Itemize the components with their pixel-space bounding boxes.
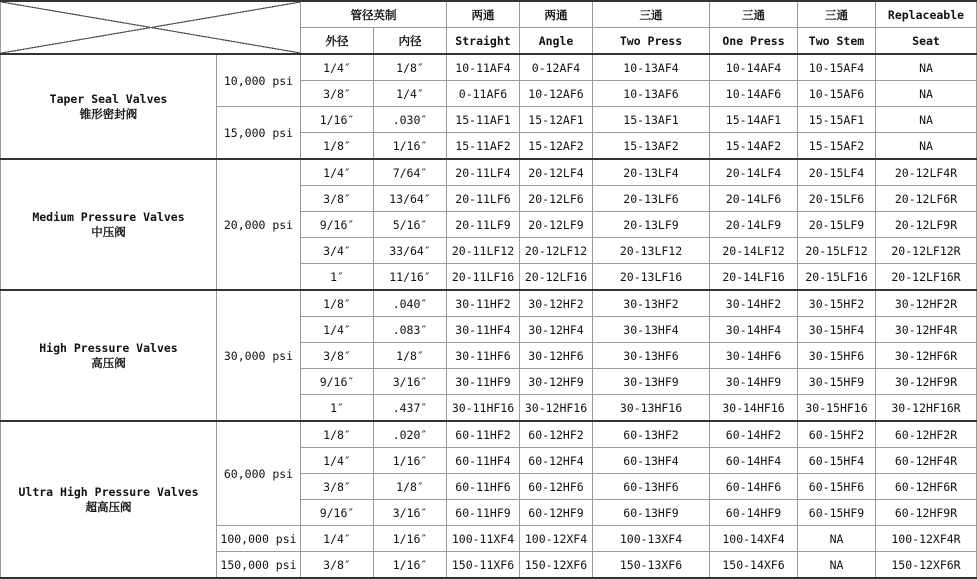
cell-angle: 10-12AF6	[520, 81, 593, 107]
cell-od: 1″	[301, 264, 374, 291]
cell-two-press: 30-13HF4	[593, 317, 710, 343]
cell-angle: 20-12LF9	[520, 212, 593, 238]
header-seat: Seat	[876, 28, 977, 55]
cell-angle: 30-12HF2	[520, 290, 593, 317]
cell-id: 1/4″	[374, 81, 447, 107]
header-two-stem: Two Stem	[798, 28, 876, 55]
cell-angle: 30-12HF4	[520, 317, 593, 343]
cell-two-stem: 60-15HF4	[798, 448, 876, 474]
cell-two-press: 20-13LF12	[593, 238, 710, 264]
cell-straight: 30-11HF4	[447, 317, 520, 343]
header-od: 外径	[301, 28, 374, 55]
table-row	[1, 159, 977, 186]
cell-id: 1/8″	[374, 474, 447, 500]
valve-group-name-en: High Pressure Valves	[39, 340, 178, 355]
header-three-way-b: 三通	[710, 1, 798, 28]
cell-angle: 60-12HF9	[520, 500, 593, 526]
header-two-way-angle: 两通	[520, 1, 593, 28]
cell-one-press: 20-14LF4	[710, 159, 798, 186]
pressure-rating-cell: 30,000 psi	[217, 290, 301, 421]
pressure-rating-cell: 20,000 psi	[217, 159, 301, 290]
cell-one-press: 60-14HF9	[710, 500, 798, 526]
cell-od: 1/4″	[301, 54, 374, 81]
valve-group-name-zh: 中压阀	[91, 224, 126, 239]
header-row-1	[1, 1, 977, 28]
cell-id: 7/64″	[374, 159, 447, 186]
cell-angle: 0-12AF4	[520, 54, 593, 81]
cell-angle: 20-12LF6	[520, 186, 593, 212]
cell-one-press: 30-14HF9	[710, 369, 798, 395]
cell-one-press: 20-14LF12	[710, 238, 798, 264]
table-row	[1, 290, 977, 317]
cell-seat: 20-12LF12R	[876, 238, 977, 264]
cell-id: 1/8″	[374, 343, 447, 369]
header-angle: Angle	[520, 28, 593, 55]
header-two-press: Two Press	[593, 28, 710, 55]
cell-seat: NA	[876, 107, 977, 133]
cell-two-press: 20-13LF6	[593, 186, 710, 212]
cell-one-press: 20-14LF16	[710, 264, 798, 291]
cell-two-stem: 20-15LF16	[798, 264, 876, 291]
cell-one-press: 30-14HF2	[710, 290, 798, 317]
cell-one-press: 15-14AF2	[710, 133, 798, 160]
cell-seat: 20-12LF16R	[876, 264, 977, 291]
header-three-way-c: 三通	[798, 1, 876, 28]
cell-od: 1/8″	[301, 133, 374, 160]
header-one-press: One Press	[710, 28, 798, 55]
cell-two-press: 60-13HF9	[593, 500, 710, 526]
cell-od: 3/8″	[301, 474, 374, 500]
cell-two-press: 20-13LF16	[593, 264, 710, 291]
cell-id: 1/8″	[374, 54, 447, 81]
cell-od: 3/8″	[301, 186, 374, 212]
header-two-way: 两通	[447, 1, 520, 28]
valve-group-cell	[1, 54, 217, 159]
header-id: 内径	[374, 28, 447, 55]
cell-angle: 100-12XF4	[520, 526, 593, 552]
cell-one-press: 10-14AF6	[710, 81, 798, 107]
cell-one-press: 10-14AF4	[710, 54, 798, 81]
cell-seat: 30-12HF2R	[876, 290, 977, 317]
cell-one-press: 60-14HF6	[710, 474, 798, 500]
cell-two-press: 60-13HF2	[593, 421, 710, 448]
cell-seat: 30-12HF16R	[876, 395, 977, 422]
cell-one-press: 30-14HF4	[710, 317, 798, 343]
cell-straight: 20-11LF16	[447, 264, 520, 291]
valve-group-cell	[1, 421, 217, 578]
cell-one-press: 30-14HF6	[710, 343, 798, 369]
cell-one-press: 60-14HF2	[710, 421, 798, 448]
cell-id: 3/16″	[374, 500, 447, 526]
table-body	[1, 54, 977, 578]
cell-id: 13/64″	[374, 186, 447, 212]
cell-two-stem: 30-15HF2	[798, 290, 876, 317]
cell-seat: 30-12HF4R	[876, 317, 977, 343]
cell-two-stem: NA	[798, 552, 876, 579]
cell-two-press: 60-13HF6	[593, 474, 710, 500]
valve-group-name-zh: 高压阀	[91, 355, 126, 370]
cell-straight: 20-11LF12	[447, 238, 520, 264]
table-row	[1, 54, 977, 81]
cell-straight: 10-11AF4	[447, 54, 520, 81]
cell-straight: 0-11AF6	[447, 81, 520, 107]
cell-angle: 20-12LF4	[520, 159, 593, 186]
cell-angle: 150-12XF6	[520, 552, 593, 579]
cell-two-press: 10-13AF4	[593, 54, 710, 81]
cell-seat: NA	[876, 81, 977, 107]
cell-id: 1/16″	[374, 448, 447, 474]
cell-two-stem: 30-15HF9	[798, 369, 876, 395]
pressure-rating-cell: 100,000 psi	[217, 526, 301, 552]
cell-od: 1″	[301, 395, 374, 422]
cell-od: 3/4″	[301, 238, 374, 264]
cell-two-stem: 20-15LF6	[798, 186, 876, 212]
cell-two-press: 100-13XF4	[593, 526, 710, 552]
cell-straight: 150-11XF6	[447, 552, 520, 579]
cell-seat: 60-12HF4R	[876, 448, 977, 474]
cell-angle: 20-12LF16	[520, 264, 593, 291]
cell-two-stem: 60-15HF9	[798, 500, 876, 526]
cell-straight: 60-11HF9	[447, 500, 520, 526]
cell-two-stem: 20-15LF12	[798, 238, 876, 264]
cell-two-press: 15-13AF1	[593, 107, 710, 133]
cell-od: 3/8″	[301, 343, 374, 369]
cell-two-press: 30-13HF9	[593, 369, 710, 395]
cell-straight: 20-11LF6	[447, 186, 520, 212]
cell-od: 1/4″	[301, 317, 374, 343]
cell-one-press: 30-14HF16	[710, 395, 798, 422]
cell-angle: 15-12AF2	[520, 133, 593, 160]
valve-group-name-zh: 锥形密封阀	[79, 106, 138, 121]
valve-group-name-en: Medium Pressure Valves	[32, 209, 185, 224]
cell-id: 3/16″	[374, 369, 447, 395]
cell-angle: 30-12HF6	[520, 343, 593, 369]
cell-angle: 60-12HF2	[520, 421, 593, 448]
cell-straight: 20-11LF4	[447, 159, 520, 186]
cell-id: 33/64″	[374, 238, 447, 264]
cell-id: .020″	[374, 421, 447, 448]
valve-group-name-en: Ultra High Pressure Valves	[18, 484, 199, 499]
cell-seat: 20-12LF4R	[876, 159, 977, 186]
cell-angle: 30-12HF9	[520, 369, 593, 395]
cell-two-press: 20-13LF9	[593, 212, 710, 238]
pressure-rating-cell: 10,000 psi	[217, 54, 301, 107]
header-pipe-size: 管径英制	[301, 1, 447, 28]
cell-seat: 30-12HF6R	[876, 343, 977, 369]
table-row	[1, 421, 977, 448]
cell-id: 1/16″	[374, 552, 447, 579]
cell-seat: 100-12XF4R	[876, 526, 977, 552]
cell-od: 1/8″	[301, 421, 374, 448]
pressure-rating-cell: 15,000 psi	[217, 107, 301, 160]
cell-two-stem: 60-15HF6	[798, 474, 876, 500]
cell-two-stem: 30-15HF6	[798, 343, 876, 369]
cell-od: 1/4″	[301, 159, 374, 186]
cell-id: 5/16″	[374, 212, 447, 238]
pressure-rating-cell: 60,000 psi	[217, 421, 301, 526]
cell-two-press: 15-13AF2	[593, 133, 710, 160]
cell-od: 3/8″	[301, 552, 374, 579]
cell-one-press: 100-14XF4	[710, 526, 798, 552]
cell-straight: 30-11HF16	[447, 395, 520, 422]
cell-two-stem: 15-15AF2	[798, 133, 876, 160]
cell-seat: 60-12HF6R	[876, 474, 977, 500]
cell-od: 3/8″	[301, 81, 374, 107]
cell-angle: 60-12HF6	[520, 474, 593, 500]
cell-straight: 30-11HF9	[447, 369, 520, 395]
cell-two-press: 10-13AF6	[593, 81, 710, 107]
cell-straight: 60-11HF4	[447, 448, 520, 474]
cell-angle: 30-12HF16	[520, 395, 593, 422]
valve-group-cell	[1, 159, 217, 290]
header-three-way-a: 三通	[593, 1, 710, 28]
cell-two-stem: 10-15AF4	[798, 54, 876, 81]
cell-seat: 60-12HF2R	[876, 421, 977, 448]
cell-id: .040″	[374, 290, 447, 317]
valve-group-name-zh: 超高压阀	[85, 499, 132, 514]
cell-one-press: 20-14LF9	[710, 212, 798, 238]
cell-straight: 20-11LF9	[447, 212, 520, 238]
cell-one-press: 150-14XF6	[710, 552, 798, 579]
valve-group-name-en: Taper Seal Valves	[49, 91, 168, 106]
cell-two-press: 20-13LF4	[593, 159, 710, 186]
cell-id: 1/16″	[374, 133, 447, 160]
cell-two-stem: 15-15AF1	[798, 107, 876, 133]
cell-seat: 30-12HF9R	[876, 369, 977, 395]
cell-two-press: 60-13HF4	[593, 448, 710, 474]
cell-od: 1/4″	[301, 526, 374, 552]
cell-straight: 60-11HF6	[447, 474, 520, 500]
corner-cell	[1, 1, 301, 54]
cell-od: 1/8″	[301, 290, 374, 317]
cell-angle: 20-12LF12	[520, 238, 593, 264]
cell-two-press: 30-13HF16	[593, 395, 710, 422]
cell-one-press: 60-14HF4	[710, 448, 798, 474]
cell-seat: 60-12HF9R	[876, 500, 977, 526]
cell-two-stem: 30-15HF4	[798, 317, 876, 343]
cell-id: 1/16″	[374, 526, 447, 552]
cell-od: 9/16″	[301, 369, 374, 395]
cell-two-press: 150-13XF6	[593, 552, 710, 579]
cell-seat: 20-12LF9R	[876, 212, 977, 238]
header-straight: Straight	[447, 28, 520, 55]
cell-od: 9/16″	[301, 212, 374, 238]
cell-straight: 30-11HF2	[447, 290, 520, 317]
cell-one-press: 15-14AF1	[710, 107, 798, 133]
cell-od: 1/16″	[301, 107, 374, 133]
cell-od: 1/4″	[301, 448, 374, 474]
cell-two-stem: 60-15HF2	[798, 421, 876, 448]
cell-angle: 15-12AF1	[520, 107, 593, 133]
cell-straight: 30-11HF6	[447, 343, 520, 369]
cell-straight: 60-11HF2	[447, 421, 520, 448]
valve-group-cell	[1, 290, 217, 421]
cell-od: 9/16″	[301, 500, 374, 526]
cell-seat: NA	[876, 133, 977, 160]
cell-two-press: 30-13HF6	[593, 343, 710, 369]
cell-straight: 100-11XF4	[447, 526, 520, 552]
cell-straight: 15-11AF1	[447, 107, 520, 133]
cell-two-press: 30-13HF2	[593, 290, 710, 317]
cell-id: 11/16″	[374, 264, 447, 291]
cell-id: .437″	[374, 395, 447, 422]
cell-id: .083″	[374, 317, 447, 343]
header-replaceable: Replaceable	[876, 1, 977, 28]
cell-two-stem: 20-15LF9	[798, 212, 876, 238]
cell-seat: 20-12LF6R	[876, 186, 977, 212]
cell-two-stem: 30-15HF16	[798, 395, 876, 422]
pressure-rating-cell: 150,000 psi	[217, 552, 301, 579]
cell-one-press: 20-14LF6	[710, 186, 798, 212]
cell-two-stem: 20-15LF4	[798, 159, 876, 186]
cell-angle: 60-12HF4	[520, 448, 593, 474]
cell-two-stem: NA	[798, 526, 876, 552]
cell-id: .030″	[374, 107, 447, 133]
cell-two-stem: 10-15AF6	[798, 81, 876, 107]
cell-seat: 150-12XF6R	[876, 552, 977, 579]
cell-straight: 15-11AF2	[447, 133, 520, 160]
cell-seat: NA	[876, 54, 977, 81]
